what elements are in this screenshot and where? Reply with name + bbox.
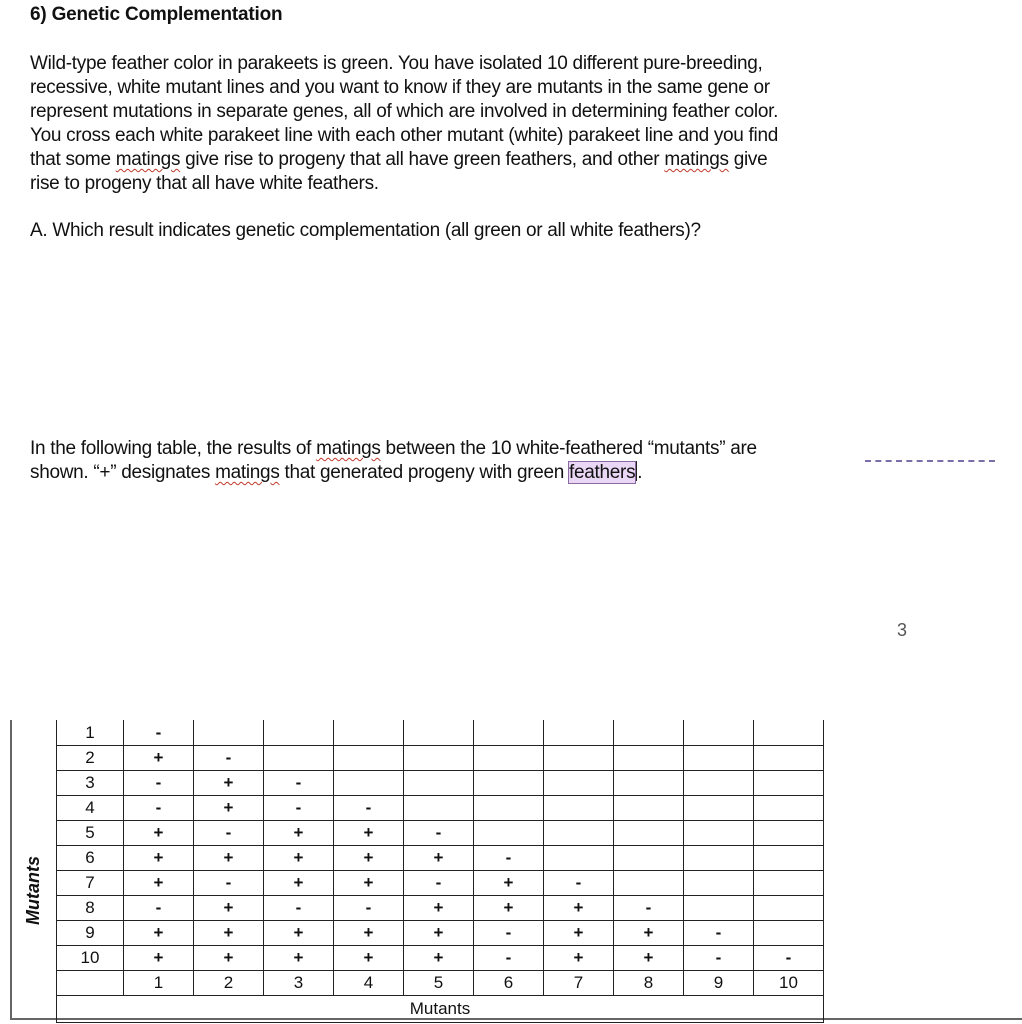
table-cell: +: [124, 946, 194, 971]
row-label: 7: [57, 871, 124, 896]
table-cell: +: [124, 846, 194, 871]
table-cell: [544, 846, 614, 871]
column-number-row: [57, 971, 824, 996]
table-row: [57, 721, 824, 746]
text-fragment: between the 10 white-feathered “mutants” are: [380, 438, 757, 459]
table-intro-line-1: [30, 437, 910, 461]
column-axis-label: Mutants: [57, 996, 824, 1023]
text-fragment: give: [728, 149, 768, 170]
table-cell: +: [194, 796, 264, 821]
table-cell: [754, 771, 824, 796]
column-label: 3: [264, 971, 334, 996]
table-cell: [684, 821, 754, 846]
table-row: [57, 871, 824, 896]
table-cell: [684, 746, 754, 771]
spellcheck-word[interactable]: matings: [215, 462, 280, 483]
table-cell: [754, 746, 824, 771]
table-cell: +: [194, 946, 264, 971]
row-label: 6: [57, 846, 124, 871]
table-cell: [684, 871, 754, 896]
table-cell: -: [124, 771, 194, 796]
table-cell: +: [614, 921, 684, 946]
table-cell: [264, 746, 334, 771]
table-cell: +: [264, 846, 334, 871]
table-row: [57, 846, 824, 871]
row-axis-text: Mutants: [22, 855, 43, 925]
table-cell: [334, 746, 404, 771]
column-label: 5: [404, 971, 474, 996]
table-cell: [754, 821, 824, 846]
table-cell: [474, 721, 544, 746]
table-cell: [614, 796, 684, 821]
table-intro-line-2: [30, 461, 910, 485]
table-cell: -: [684, 921, 754, 946]
table-row: [57, 746, 824, 771]
intro-paragraph: [30, 52, 910, 196]
table-cell: [474, 746, 544, 771]
text-fragment: that some: [30, 149, 116, 170]
row-label: 5: [57, 821, 124, 846]
table-cell: [404, 796, 474, 821]
table-row: [57, 921, 824, 946]
table-row: [57, 771, 824, 796]
table-cell: -: [614, 896, 684, 921]
table-cell: [754, 721, 824, 746]
table-cell: [684, 771, 754, 796]
column-label: 4: [334, 971, 404, 996]
table-cell: +: [264, 871, 334, 896]
table-cell: [404, 721, 474, 746]
table-cell: [544, 746, 614, 771]
table-cell: [684, 796, 754, 821]
table-cell: +: [194, 896, 264, 921]
table-cell: +: [544, 896, 614, 921]
table-cell: +: [334, 946, 404, 971]
table-cell: +: [334, 846, 404, 871]
column-axis-row: [57, 996, 824, 1023]
corner-cell: [57, 971, 124, 996]
row-label: 8: [57, 896, 124, 921]
comment-highlight[interactable]: feathers: [569, 462, 636, 483]
question-a: [30, 219, 910, 243]
column-label: 10: [754, 971, 824, 996]
text-fragment: .: [637, 462, 643, 483]
table-cell: [404, 771, 474, 796]
table-row: [57, 896, 824, 921]
column-label: 9: [684, 971, 754, 996]
column-label: 7: [544, 971, 614, 996]
section-heading: 6) Genetic Complementation: [30, 4, 283, 25]
table-cell: [544, 796, 614, 821]
table-cell: +: [334, 871, 404, 896]
table-cell: [544, 721, 614, 746]
table-cell: +: [194, 921, 264, 946]
table-cell: [334, 771, 404, 796]
question-a-text: A. Which result indicates genetic complementation (all green or all white feathers)?: [30, 220, 701, 241]
table-intro-paragraph: [30, 437, 910, 485]
table-cell: [264, 721, 334, 746]
table-cell: -: [194, 746, 264, 771]
table-cell: +: [474, 896, 544, 921]
table-cell: +: [404, 896, 474, 921]
table-cell: [754, 846, 824, 871]
table-cell: +: [194, 771, 264, 796]
table-cell: -: [334, 796, 404, 821]
table-cell: -: [264, 771, 334, 796]
table-cell: -: [474, 921, 544, 946]
table-cell: -: [684, 946, 754, 971]
table-cell: +: [404, 946, 474, 971]
table-cell: [754, 796, 824, 821]
column-label: 1: [124, 971, 194, 996]
table-row: [57, 796, 824, 821]
column-label: 2: [194, 971, 264, 996]
table-cell: [614, 746, 684, 771]
table-cell: +: [334, 921, 404, 946]
spellcheck-word[interactable]: matings: [664, 149, 729, 170]
text-fragment: give rise to progeny that all have green feathers, and other: [180, 149, 665, 170]
text-fragment: that generated progeny with green: [279, 462, 570, 483]
table-cell: [544, 821, 614, 846]
intro-line-1: Wild-type feather color in parakeets is green. You have isolated 10 different pure-breeding,: [30, 53, 763, 74]
intro-line-6: rise to progeny that all have white feathers.: [30, 173, 379, 194]
table-cell: +: [404, 846, 474, 871]
table-row: [57, 946, 824, 971]
table-cell: -: [194, 821, 264, 846]
table-cell: -: [264, 796, 334, 821]
table-cell: [754, 871, 824, 896]
intro-line-4: You cross each white parakeet line with each other mutant (white) parakeet line and you find: [30, 125, 778, 146]
table-cell: -: [474, 846, 544, 871]
table-cell: [754, 896, 824, 921]
comment-anchor-line: [865, 460, 995, 462]
column-label: 6: [474, 971, 544, 996]
table-cell: +: [264, 921, 334, 946]
table-cell: [544, 771, 614, 796]
spellcheck-word[interactable]: matings: [115, 149, 181, 170]
table-cell: -: [334, 896, 404, 921]
table-cell: +: [334, 821, 404, 846]
row-label: 9: [57, 921, 124, 946]
row-label: 1: [57, 721, 124, 746]
table-cell: -: [754, 946, 824, 971]
table-cell: +: [544, 921, 614, 946]
table-cell: [474, 771, 544, 796]
table-cell: +: [614, 946, 684, 971]
table-cell: [614, 821, 684, 846]
page-number: 3: [897, 620, 908, 640]
table-frame-left: [10, 720, 12, 1020]
intro-line-5: [30, 148, 910, 172]
table-cell: [754, 921, 824, 946]
row-label: 10: [57, 946, 124, 971]
complementation-table: [56, 720, 824, 1023]
table-cell: [194, 721, 264, 746]
table-cell: [684, 846, 754, 871]
table-cell: +: [264, 821, 334, 846]
table-cell: +: [124, 746, 194, 771]
table-cell: [614, 846, 684, 871]
table-cell: +: [264, 946, 334, 971]
table-cell: [334, 721, 404, 746]
table-cell: +: [544, 946, 614, 971]
table-cell: [684, 721, 754, 746]
row-axis-label: [16, 855, 50, 925]
table-cell: +: [404, 921, 474, 946]
spellcheck-word[interactable]: matings: [316, 438, 381, 459]
table-row: [57, 821, 824, 846]
row-label: 2: [57, 746, 124, 771]
text-fragment: In the following table, the results of: [30, 438, 317, 459]
row-label: 3: [57, 771, 124, 796]
table-cell: +: [194, 846, 264, 871]
table-cell: -: [124, 796, 194, 821]
table-cell: +: [124, 871, 194, 896]
table-cell: -: [194, 871, 264, 896]
table-cell: [614, 871, 684, 896]
complementation-table-region: [0, 720, 1022, 1024]
table-cell: [474, 796, 544, 821]
table-cell: +: [124, 821, 194, 846]
table-cell: +: [124, 921, 194, 946]
table-cell: -: [124, 721, 194, 746]
row-label: 4: [57, 796, 124, 821]
intro-line-3: represent mutations in separate genes, all of which are involved in determining feather color.: [30, 101, 779, 122]
table-cell: -: [404, 821, 474, 846]
table-cell: -: [544, 871, 614, 896]
table-cell: [614, 721, 684, 746]
table-cell: [614, 771, 684, 796]
table-cell: [474, 821, 544, 846]
table-cell: -: [404, 871, 474, 896]
table-cell: -: [264, 896, 334, 921]
text-fragment: shown. “+” designates: [30, 462, 216, 483]
table-cell: +: [474, 871, 544, 896]
intro-line-2: recessive, white mutant lines and you want to know if they are mutants in the same gene or: [30, 77, 770, 98]
table-cell: [404, 746, 474, 771]
table-cell: -: [124, 896, 194, 921]
table-cell: [684, 896, 754, 921]
column-label: 8: [614, 971, 684, 996]
table-cell: -: [474, 946, 544, 971]
